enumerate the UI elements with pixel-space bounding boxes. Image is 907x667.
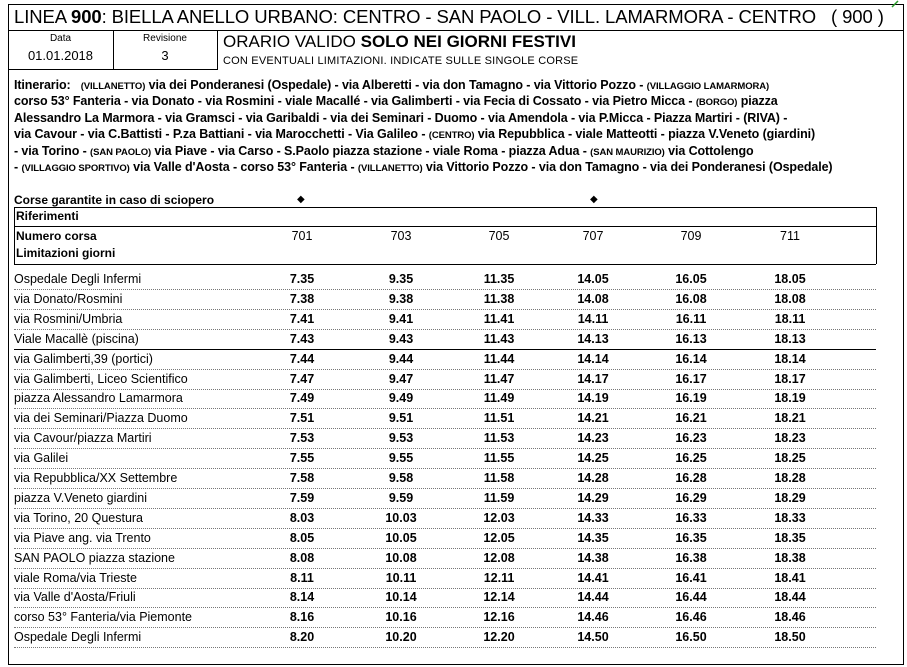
departure-time: 16.08	[675, 291, 707, 306]
departure-time: 14.19	[577, 391, 609, 406]
departure-time: 14.35	[577, 530, 609, 545]
revisione-label: Revisione	[143, 33, 187, 44]
table-row	[14, 270, 876, 290]
stop-name: via Valle d'Aosta/Friuli	[14, 590, 136, 605]
departure-time: 11.35	[483, 272, 515, 286]
departure-time: 7.38	[289, 291, 315, 306]
line-title	[14, 4, 894, 30]
table-row	[14, 429, 876, 449]
departure-time: 8.14	[289, 590, 315, 605]
departure-time: 10.14	[385, 590, 417, 605]
departure-time: 9.55	[388, 451, 414, 466]
departure-time: 16.38	[675, 550, 707, 565]
itinerary-line-6	[14, 159, 904, 175]
departure-time: 14.14	[577, 351, 609, 366]
departure-time: 16.19	[675, 391, 707, 406]
departure-time: 14.05	[577, 272, 609, 286]
departure-time: 10.11	[385, 570, 417, 585]
itinerary-segment: -	[14, 159, 22, 174]
zone-villanetto: (VILLANETTO)	[357, 162, 423, 174]
departure-time: 18.11	[774, 311, 806, 326]
departure-time: 12.14	[483, 590, 515, 605]
departure-time: 8.20	[289, 630, 315, 645]
departure-time: 18.21	[774, 411, 806, 426]
departure-time: 18.19	[774, 391, 806, 406]
revisione-value: 3	[161, 48, 169, 63]
departure-time: 16.23	[675, 431, 707, 446]
guaranteed-diamond-icon: ◆	[297, 194, 305, 205]
departure-time: 14.28	[577, 471, 609, 485]
departure-time: 18.17	[774, 371, 806, 386]
departure-time: 14.13	[577, 331, 609, 346]
departure-time: 16.46	[675, 610, 707, 625]
departure-time: 18.29	[774, 490, 806, 505]
departure-time: 16.25	[675, 451, 707, 466]
itinerary-segment: via Valle d'Aosta - corso 53° Fanteria -	[129, 159, 358, 174]
stop-name: Viale Macallè (piscina)	[14, 331, 139, 346]
departure-time: 12.16	[483, 610, 515, 625]
departure-time: 7.47	[289, 371, 315, 386]
departure-time: 10.08	[385, 550, 417, 565]
departure-time: 12.05	[483, 530, 515, 545]
stop-name: via Galilei	[14, 451, 69, 466]
stop-name: via dei Seminari/Piazza Duomo	[14, 411, 188, 426]
meta-divider-2	[217, 30, 218, 69]
departure-time: 10.03	[385, 510, 417, 525]
table-row	[14, 350, 876, 370]
departure-time: 11.41	[483, 311, 515, 326]
table-row	[14, 330, 876, 350]
departure-time: 7.59	[289, 490, 315, 505]
departure-time: 16.28	[675, 471, 707, 485]
stop-name: via Galimberti, Liceo Scientifico	[14, 371, 188, 386]
departure-time: 16.05	[675, 272, 707, 286]
departure-time: 11.51	[483, 411, 515, 426]
departure-time: 9.38	[388, 291, 414, 306]
departure-time: 12.11	[483, 570, 515, 585]
departure-time: 18.08	[774, 291, 806, 306]
itinerary-segment: via Cottolengo	[664, 143, 754, 158]
table-row	[14, 529, 876, 549]
departure-time: 10.16	[385, 610, 417, 625]
departure-time: 9.44	[388, 351, 414, 366]
stop-name: SAN PAOLO piazza stazione	[14, 550, 175, 565]
departure-time: 10.05	[385, 530, 417, 545]
departure-time: 7.49	[289, 391, 315, 406]
stop-name: via Torino, 20 Questura	[14, 510, 144, 525]
run-number-707: 707	[582, 229, 604, 243]
departure-time: 14.38	[577, 550, 609, 565]
departure-time: 14.44	[577, 590, 609, 605]
departure-time: 12.03	[483, 510, 515, 525]
departure-time: 16.41	[675, 570, 707, 585]
itinerary-segment: piazza	[737, 94, 778, 109]
departure-time: 18.44	[774, 590, 806, 605]
table-row	[14, 409, 876, 429]
departure-time: 11.55	[483, 451, 515, 466]
run-number-705: 705	[488, 229, 510, 243]
departure-time: 11.49	[483, 391, 515, 406]
row-divider	[14, 647, 876, 648]
run-number-711: 711	[780, 229, 800, 243]
departure-time: 14.08	[577, 291, 609, 306]
departure-time: 11.59	[483, 490, 515, 505]
stop-name: corso 53° Fanteria/via Piemonte	[14, 610, 193, 625]
departure-time: 14.21	[577, 411, 609, 426]
departure-time: 7.58	[289, 471, 315, 485]
departure-time: 14.23	[577, 431, 609, 446]
header-top-line	[14, 207, 876, 208]
itinerary-label: Itinerario:	[14, 78, 71, 92]
stop-name: Ospedale Degli Infermi	[14, 630, 142, 645]
departure-time: 18.46	[774, 610, 806, 625]
data-label: Data	[49, 33, 72, 44]
validity-days: SOLO NEI GIORNI FESTIVI	[360, 32, 576, 51]
departure-time: 11.43	[483, 331, 515, 346]
departure-time: 7.44	[289, 351, 315, 366]
departure-time: 14.50	[577, 630, 609, 645]
departure-time: 16.13	[675, 331, 707, 346]
numero-corsa-label: Numero corsa	[16, 229, 97, 243]
departure-time: 16.33	[675, 510, 707, 525]
departure-time: 16.35	[675, 530, 707, 545]
zone-villaggio-lamarmora: (VILLAGGIO LAMARMORA)	[646, 81, 770, 92]
stop-name: piazza Alessandro Lamarmora	[14, 391, 183, 406]
departure-time: 11.53	[483, 431, 515, 446]
table-row	[14, 509, 876, 529]
departure-time: 9.58	[388, 471, 414, 485]
stop-name: Ospedale Degli Infermi	[14, 272, 142, 286]
zone-san-maurizio: (SAN MAURIZIO)	[590, 146, 665, 158]
departure-time: 16.14	[675, 351, 707, 366]
table-row	[14, 370, 876, 390]
departure-time: 7.35	[289, 272, 315, 286]
stop-name: via Donato/Rosmini	[14, 291, 123, 306]
departure-time: 16.29	[675, 490, 707, 505]
table-row	[14, 628, 876, 648]
departure-time: 14.29	[577, 490, 609, 505]
departure-time: 14.17	[577, 371, 609, 386]
departure-time: 11.44	[483, 351, 515, 366]
departure-time: 14.11	[577, 311, 609, 326]
departure-time: 14.41	[577, 570, 609, 585]
run-number-709: 709	[680, 229, 702, 243]
departure-time: 18.35	[774, 530, 806, 545]
departure-time: 12.20	[483, 630, 515, 645]
itinerary-line-1	[14, 77, 904, 93]
departure-time: 16.50	[675, 630, 707, 645]
limitazioni-giorni-label: Limitazioni giorni	[16, 246, 116, 260]
departure-time: 18.28	[774, 471, 806, 485]
departure-time: 9.59	[388, 490, 414, 505]
departure-time: 9.51	[388, 411, 414, 426]
departure-time: 7.51	[289, 411, 315, 426]
table-row	[14, 608, 876, 628]
departure-time: 14.25	[577, 451, 609, 466]
departure-time: 11.47	[483, 371, 515, 386]
data-value: 01.01.2018	[27, 48, 94, 63]
departure-time: 8.03	[289, 510, 315, 525]
departure-time: 18.50	[774, 630, 806, 645]
departure-time: 16.44	[675, 590, 707, 605]
run-number-703: 703	[390, 229, 412, 243]
itinerary-segment: via Vittorio Pozzo - via don Tamagno - via dei Ponderanesi (Ospedale)	[422, 159, 833, 174]
line-code: ( 900 )	[831, 6, 884, 27]
departure-time: 9.41	[388, 311, 414, 326]
validity-heading	[223, 32, 576, 52]
table-row	[14, 290, 876, 310]
stop-name: via Galimberti,39 (portici)	[14, 351, 153, 366]
departure-time: 18.14	[774, 351, 806, 366]
zone-villaggio-sportivo: (VILLAGGIO SPORTIVO)	[21, 162, 130, 174]
departure-time: 18.05	[774, 272, 806, 286]
departure-time: 8.16	[289, 610, 315, 625]
departure-time: 11.58	[483, 471, 515, 485]
departure-time: 9.43	[388, 331, 414, 346]
guaranteed-diamond-icon: ◆	[590, 194, 598, 205]
riferimenti-label: Riferimenti	[16, 209, 79, 223]
itinerary-segment: via Repubblica - viale Matteotti - piazza V.Veneto (giardini)	[474, 127, 816, 142]
departure-time: 8.05	[289, 530, 315, 545]
departure-time: 9.53	[388, 431, 414, 446]
itinerary	[14, 77, 904, 175]
itinerary-segment: - via Torino -	[14, 143, 91, 158]
table-row	[14, 569, 876, 589]
zone-centro: (CENTRO)	[428, 130, 475, 142]
departure-time: 11.38	[483, 291, 515, 306]
departure-time: 9.35	[388, 272, 414, 286]
departure-time: 7.43	[289, 331, 315, 346]
departure-time: 14.33	[577, 510, 609, 525]
zone-villanetto: (VILLANETTO)	[80, 81, 146, 92]
meta-bottom-line	[8, 69, 218, 70]
stop-name: via Repubblica/XX Settembre	[14, 471, 178, 485]
header-left-line	[14, 207, 15, 264]
departure-time: 10.20	[385, 630, 417, 645]
departure-time: 18.33	[774, 510, 806, 525]
departure-time: 18.38	[774, 550, 806, 565]
departure-time: 7.53	[289, 431, 315, 446]
table-row	[14, 389, 876, 409]
itinerary-segment: corso 53° Fanteria - via Donato - via Rosmini - viale Macallé - via Galimberti - via Fecia di Cossato - via Pietro Micca -	[14, 94, 696, 109]
stop-name: via Rosmini/Umbria	[14, 311, 123, 326]
itinerary-line-4	[14, 126, 904, 142]
departure-time: 18.25	[774, 451, 806, 466]
departure-time: 12.08	[483, 550, 515, 565]
departure-time: 18.23	[774, 431, 806, 446]
itinerary-segment: via dei Ponderanesi (Ospedale) - via Alberetti - via don Tamagno - via Vittorio Pozzo -	[145, 78, 647, 92]
itinerary-segment: via Piave - via Carso - S.Paolo piazza stazione - viale Roma - piazza Adua -	[151, 143, 591, 158]
header-right-line	[876, 207, 877, 264]
corner-mark-icon	[891, 0, 899, 8]
departure-time: 16.17	[675, 371, 707, 386]
header-bottom-line	[14, 264, 876, 265]
section-separator	[14, 349, 876, 350]
limitations-note: CON EVENTUALI LIMITAZIONI. INDICATE SULLE SINGOLE CORSE	[223, 55, 579, 67]
departure-time: 8.08	[289, 550, 315, 565]
itinerary-line-3: Alessandro La Marmora - via Gramsci - via Garibaldi - via dei Seminari - Duomo - via Amendola - via P.Micca - Piazza Martiri - (RIVA) -	[14, 110, 788, 125]
departure-time: 7.55	[289, 451, 315, 466]
table-row	[14, 489, 876, 509]
departure-time: 18.41	[774, 570, 806, 585]
zone-borgo: (BORGO)	[695, 97, 738, 109]
title-prefix: LINEA	[14, 6, 71, 27]
departure-time: 9.47	[388, 371, 414, 386]
table-row	[14, 310, 876, 330]
itinerary-line-2	[14, 93, 904, 109]
stop-name: via Piave ang. via Trento	[14, 530, 151, 545]
departure-time: 16.21	[675, 411, 707, 426]
departure-time: 14.46	[577, 610, 609, 625]
departure-time: 18.13	[774, 331, 806, 346]
strike-guaranteed-label: Corse garantite in caso di sciopero	[14, 193, 215, 207]
line-number: 900	[71, 6, 102, 27]
validity-prefix: ORARIO VALIDO	[223, 32, 361, 51]
departure-time: 9.49	[388, 391, 414, 406]
itinerary-segment: via Cavour - via C.Battisti - P.za Battiani - via Marocchetti - Via Galileo -	[14, 127, 429, 142]
departure-time: 16.11	[675, 311, 707, 326]
departure-time: 8.11	[290, 570, 314, 585]
run-number-701: 701	[291, 229, 313, 243]
stop-name: viale Roma/via Trieste	[14, 570, 137, 585]
zone-san-paolo: (SAN PAOLO)	[90, 146, 152, 158]
header-mid-line	[14, 226, 876, 227]
stop-name: piazza V.Veneto giardini	[14, 490, 147, 505]
title-divider	[8, 30, 904, 31]
table-row	[14, 449, 876, 469]
departure-time: 7.41	[289, 311, 315, 326]
route-name: : BIELLA ANELLO URBANO: CENTRO - SAN PAOLO - VILL. LAMARMORA - CENTRO	[101, 6, 817, 27]
table-row	[14, 588, 876, 608]
table-row	[14, 549, 876, 569]
table-row	[14, 469, 876, 489]
stop-name: via Cavour/piazza Martiri	[14, 431, 152, 446]
itinerary-line-5	[14, 143, 904, 159]
